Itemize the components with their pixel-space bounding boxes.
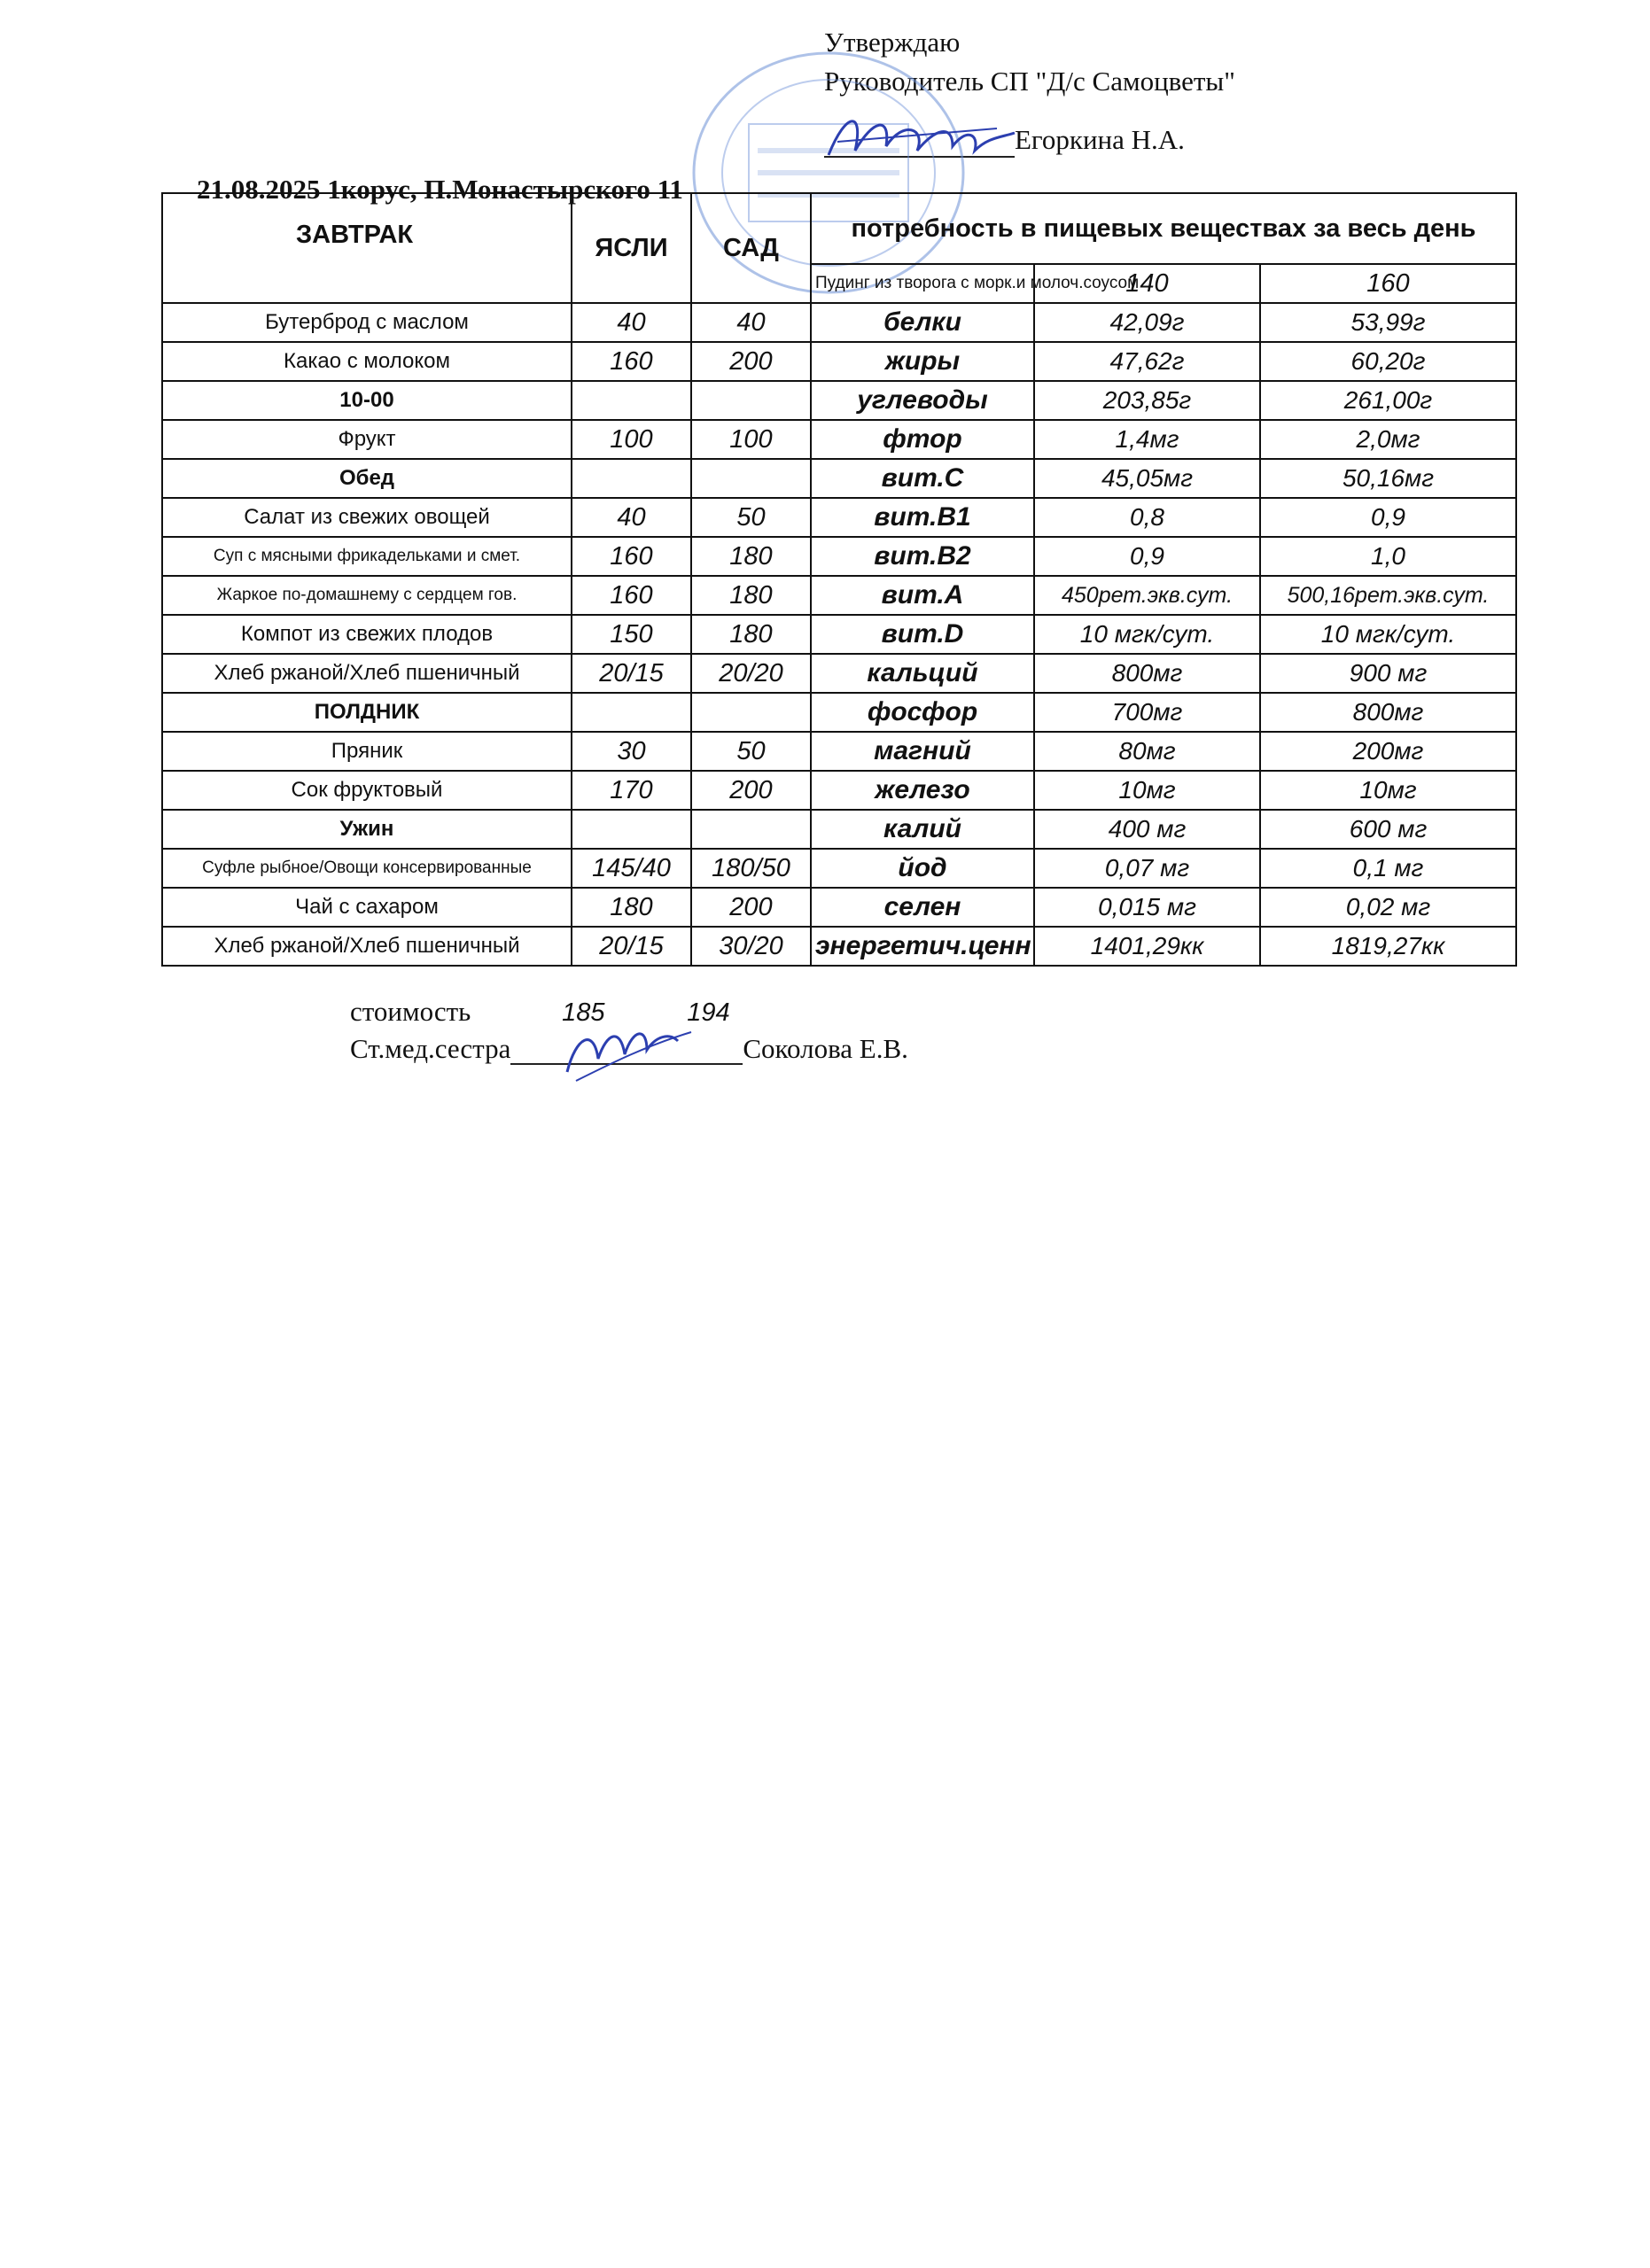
dish-yasli-portion: 160 (572, 576, 691, 615)
dish-sad-portion (691, 810, 811, 849)
nutrient-yasli-value: 1,4мг (1034, 420, 1260, 459)
table-row (162, 888, 1516, 927)
cost-yasli: 185 (562, 998, 605, 1027)
nutrient-sad-value: 0,1 мг (1260, 849, 1516, 888)
nutrient-sad-value: 1819,27кк (1260, 927, 1516, 966)
dish-name: Сок фруктовый (162, 771, 572, 810)
dish-sad-portion (691, 381, 811, 420)
dish-yasli-portion: 30 (572, 732, 691, 771)
dish-name: Бутерброд с маслом (162, 303, 572, 342)
nutrient-yasli-value: 800мг (1034, 654, 1260, 693)
dish-yasli-portion: 160 (572, 537, 691, 576)
dish-yasli-portion: 145/40 (572, 849, 691, 888)
nutrient-name: вит.С (811, 459, 1034, 498)
dish-name: Суфле рыбное/Овощи консервированные (162, 849, 572, 888)
nutrient-yasli-value: 42,09г (1034, 303, 1260, 342)
header-sad: САД (691, 193, 811, 303)
table-header-row (162, 193, 1516, 264)
dish-yasli-portion: 180 (572, 888, 691, 927)
nutrient-sad-value: 2,0мг (1260, 420, 1516, 459)
header-needs: потребность в пищевых веществах за весь день (811, 193, 1516, 264)
dish-name: Ужин (162, 810, 572, 849)
dish-name: Обед (162, 459, 572, 498)
cost-label: стоимость (350, 996, 471, 1027)
table-row (162, 498, 1516, 537)
dish-yasli-portion (572, 459, 691, 498)
dish-sad-portion: 50 (691, 732, 811, 771)
nutrient-sad-value: 600 мг (1260, 810, 1516, 849)
dish-name: 10-00 (162, 381, 572, 420)
table-row (162, 810, 1516, 849)
table-row (162, 615, 1516, 654)
nutrient-yasli-value: 203,85г (1034, 381, 1260, 420)
director-name: Егоркина Н.А. (1015, 124, 1185, 155)
nutrient-yasli-value: 700мг (1034, 693, 1260, 732)
table-row (162, 381, 1516, 420)
nutrient-yasli-value: 0,07 мг (1034, 849, 1260, 888)
nutrient-sad-value: 50,16мг (1260, 459, 1516, 498)
nutrient-yasli-value: 400 мг (1034, 810, 1260, 849)
nutrient-name: железо (811, 771, 1034, 810)
dish-sad-portion: 180 (691, 576, 811, 615)
dish-sad-portion (691, 693, 811, 732)
dish-yasli-portion: 140 (1034, 264, 1260, 303)
nurse-name: Соколова Е.В. (743, 1033, 908, 1064)
nutrient-sad-value: 1,0 (1260, 537, 1516, 576)
nutrient-sad-value: 261,00г (1260, 381, 1516, 420)
nutrient-name: вит.D (811, 615, 1034, 654)
dish-name: Пряник (162, 732, 572, 771)
nutrient-sad-value: 900 мг (1260, 654, 1516, 693)
nutrient-name: магний (811, 732, 1034, 771)
nutrient-sad-value: 10мг (1260, 771, 1516, 810)
approval-position: Руководитель СП "Д/с Самоцветы" (824, 66, 1235, 97)
cost-sad: 194 (687, 998, 730, 1027)
nutrient-yasli-value: 80мг (1034, 732, 1260, 771)
nutrient-name: селен (811, 888, 1034, 927)
nutrient-name: энергетич.ценн (811, 927, 1034, 966)
dish-name: Суп с мясными фрикадельками и смет. (162, 537, 572, 576)
dish-sad-portion: 50 (691, 498, 811, 537)
nutrient-name: жиры (811, 342, 1034, 381)
header-yasli: ЯСЛИ (572, 193, 691, 303)
nutrient-yasli-value: 0,8 (1034, 498, 1260, 537)
dish-sad-portion: 40 (691, 303, 811, 342)
dish-name: Хлеб ржаной/Хлеб пшеничный (162, 654, 572, 693)
dish-name: Какао с молоком (162, 342, 572, 381)
nutrient-sad-value: 800мг (1260, 693, 1516, 732)
dish-sad-portion (691, 459, 811, 498)
table-row (162, 303, 1516, 342)
dish-sad-portion: 180 (691, 537, 811, 576)
dish-sad-portion: 200 (691, 771, 811, 810)
table-row (162, 927, 1516, 966)
dish-name: Компот из свежих плодов (162, 615, 572, 654)
dish-yasli-portion (572, 693, 691, 732)
dish-sad-portion: 200 (691, 888, 811, 927)
dish-sad-portion: 200 (691, 342, 811, 381)
nutrient-yasli-value: 450рет.экв.сут. (1034, 576, 1260, 615)
dish-name: Чай с сахаром (162, 888, 572, 927)
dish-name: Пудинг из творога с морк.и молоч.соусом (811, 264, 1034, 303)
director-signature-icon (820, 102, 1023, 173)
nutrient-name: углеводы (811, 381, 1034, 420)
table-row (162, 732, 1516, 771)
nutrient-sad-value: 0,02 мг (1260, 888, 1516, 927)
nutrient-sad-value: 0,9 (1260, 498, 1516, 537)
nutrient-yasli-value: 47,62г (1034, 342, 1260, 381)
header-meal: ЗАВТРАК (162, 193, 572, 303)
menu-table-body (162, 193, 1516, 966)
nutrient-sad-value: 53,99г (1260, 303, 1516, 342)
nutrient-yasli-value: 0,9 (1034, 537, 1260, 576)
nutrient-name: вит.В1 (811, 498, 1034, 537)
table-row (162, 693, 1516, 732)
dish-yasli-portion: 150 (572, 615, 691, 654)
document-title: 21.08.2025 1корус, П.Монастырского 11 (197, 174, 683, 205)
dish-sad-portion: 20/20 (691, 654, 811, 693)
dish-yasli-portion: 160 (572, 342, 691, 381)
table-row (162, 420, 1516, 459)
nutrient-sad-value: 500,16рет.экв.сут. (1260, 576, 1516, 615)
dish-name: Жаркое по-домашнему с сердцем гов. (162, 576, 572, 615)
nutrient-yasli-value: 0,015 мг (1034, 888, 1260, 927)
dish-sad-portion: 160 (1260, 264, 1516, 303)
dish-yasli-portion: 20/15 (572, 654, 691, 693)
dish-name: Фрукт (162, 420, 572, 459)
nutrient-sad-value: 60,20г (1260, 342, 1516, 381)
dish-sad-portion: 30/20 (691, 927, 811, 966)
nutrient-name: фосфор (811, 693, 1034, 732)
nutrient-name: белки (811, 303, 1034, 342)
dish-sad-portion: 180 (691, 615, 811, 654)
nutrient-yasli-value: 1401,29кк (1034, 927, 1260, 966)
nutrient-sad-value: 200мг (1260, 732, 1516, 771)
dish-sad-portion: 180/50 (691, 849, 811, 888)
dish-sad-portion: 100 (691, 420, 811, 459)
nutrient-yasli-value: 10 мгк/сут. (1034, 615, 1260, 654)
nutrient-yasli-value: 10мг (1034, 771, 1260, 810)
table-row (162, 771, 1516, 810)
table-row (162, 537, 1516, 576)
table-row (162, 654, 1516, 693)
table-row (162, 849, 1516, 888)
nurse-signature-icon (558, 1010, 700, 1090)
dish-yasli-portion (572, 381, 691, 420)
dish-yasli-portion: 170 (572, 771, 691, 810)
dish-name: Хлеб ржаной/Хлеб пшеничный (162, 927, 572, 966)
nutrient-name: фтор (811, 420, 1034, 459)
dish-yasli-portion: 40 (572, 498, 691, 537)
nurse-label: Ст.мед.сестра (350, 1033, 511, 1064)
nutrient-name: йод (811, 849, 1034, 888)
nutrient-name: кальций (811, 654, 1034, 693)
table-row (162, 342, 1516, 381)
approval-title: Утверждаю (824, 27, 961, 58)
nutrient-sad-value: 10 мгк/сут. (1260, 615, 1516, 654)
nutrient-yasli-value: 45,05мг (1034, 459, 1260, 498)
table-row (162, 576, 1516, 615)
nutrient-name: вит.А (811, 576, 1034, 615)
dish-yasli-portion: 20/15 (572, 927, 691, 966)
table-row (162, 459, 1516, 498)
dish-name: ПОЛДНИК (162, 693, 572, 732)
dish-name: Салат из свежих овощей (162, 498, 572, 537)
dish-yasli-portion: 40 (572, 303, 691, 342)
dish-yasli-portion (572, 810, 691, 849)
menu-table (161, 192, 1517, 967)
dish-yasli-portion: 100 (572, 420, 691, 459)
nutrient-name: калий (811, 810, 1034, 849)
nutrient-name: вит.В2 (811, 537, 1034, 576)
